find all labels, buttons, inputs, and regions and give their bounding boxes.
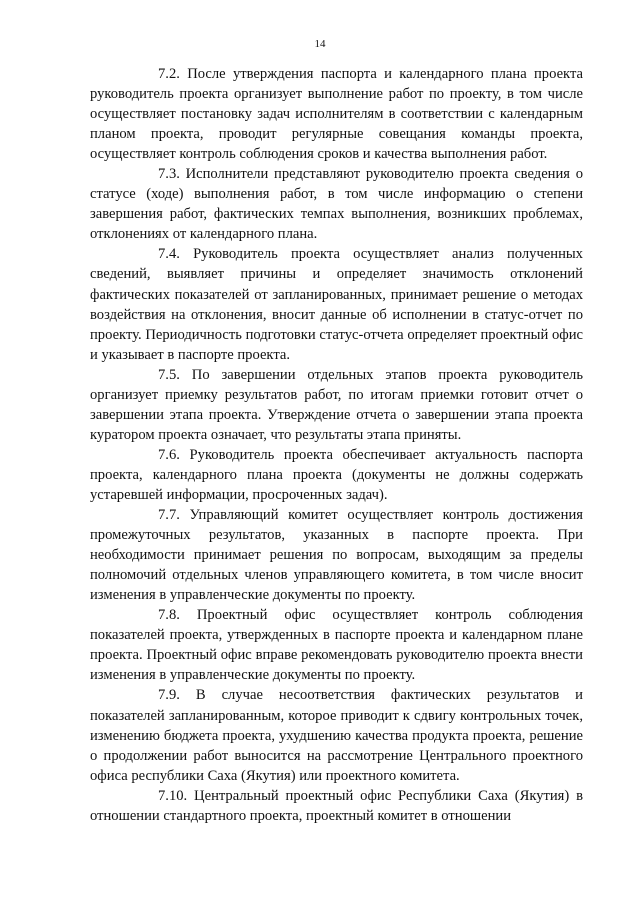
paragraph-7-5 [90, 365, 583, 445]
paragraph-number: 7.7. [158, 507, 180, 524]
paragraph-7-4 [90, 244, 583, 364]
paragraph-7-6 [90, 445, 583, 505]
paragraph-number: 7.5. [158, 366, 180, 383]
paragraph-text: После утверждения паспорта и календарного плана проекта руководитель проекта организует выполнение работ по проекту, в том числе осуществляет постановку задач исполнителям в соответствии с календарным планом проекта, проводит регулярные совещания команды проекта, осуществляет контроль соблюдения сроков и качества выполнения работ. [90, 66, 583, 163]
paragraph-number: 7.10. [158, 787, 188, 804]
paragraph-7-2 [90, 64, 583, 164]
paragraph-number: 7.6. [158, 446, 180, 463]
paragraph-7-10 [90, 786, 583, 826]
paragraph-text: Руководитель проекта осуществляет анализ полученных сведений, выявляет причины и определяет значимость отклонений фактических показателей от запланированных, принимает решение о методах воздействия на отклонения, вносит данные об исполнении в статус-отчет по проекту. Периодичность подготовки статус-отчета определяет проектный офис и указывает в паспорте проекта. [90, 246, 583, 363]
document-body [90, 64, 583, 826]
paragraph-text: Центральный проектный офис Республики Саха (Якутия) в отношении стандартного проекта, проектный комитет в отношении [90, 787, 583, 824]
paragraph-text: По завершении отдельных этапов проекта руководитель организует приемку результатов работ, по итогам приемки готовит отчет о завершении этапа проекта. Утверждение отчета о завершении этапа проекта куратором проекта означает, что результаты этапа приняты. [90, 366, 583, 443]
paragraph-number: 7.4. [158, 246, 180, 263]
paragraph-text: Руководитель проекта обеспечивает актуальность паспорта проекта, календарного плана проекта (документы не должны содержать устаревшей информации, просроченных задач). [90, 446, 583, 503]
paragraph-number: 7.8. [158, 607, 180, 624]
page-number: 14 [314, 38, 326, 50]
paragraph-number: 7.9. [158, 687, 180, 704]
paragraph-number: 7.2. [158, 66, 180, 82]
paragraph-7-3 [90, 164, 583, 244]
paragraph-7-8 [90, 605, 583, 685]
paragraph-text: Исполнители представляют руководителю проекта сведения о статусе (ходе) выполнения работ, в том числе информацию о степени завершения работ, фактических темпах выполнения, возникших проблемах, отклонениях от календарного плана. [90, 166, 583, 243]
paragraph-7-7 [90, 505, 583, 605]
paragraph-7-9 [90, 685, 583, 785]
paragraph-text: В случае несоответствия фактических результатов и показателей запланированным, которое приводит к сдвигу контрольных точек, изменению бюджета проекта, ухудшению качества продукта проекта, решение о продолжении работ выносится на рассмотрение Центрального проектного офиса республики Саха (Якутия) или проектного комитета. [90, 687, 583, 784]
paragraph-text: Проектный офис осуществляет контроль соблюдения показателей проекта, утвержденных в паспорте проекта и календарном плане проекта. Проектный офис вправе рекомендовать руководителю проекта внести изменения в управленческие документы по проекту. [90, 607, 583, 684]
paragraph-text: Управляющий комитет осуществляет контроль достижения промежуточных результатов, указанных в паспорте проекта. При необходимости принимает решения по вопросам, выходящим за пределы полномочий отдельных членов управляющего комитета, в том числе вносит изменения в управленческие документы по проекту. [90, 507, 583, 604]
paragraph-number: 7.3. [158, 166, 180, 183]
